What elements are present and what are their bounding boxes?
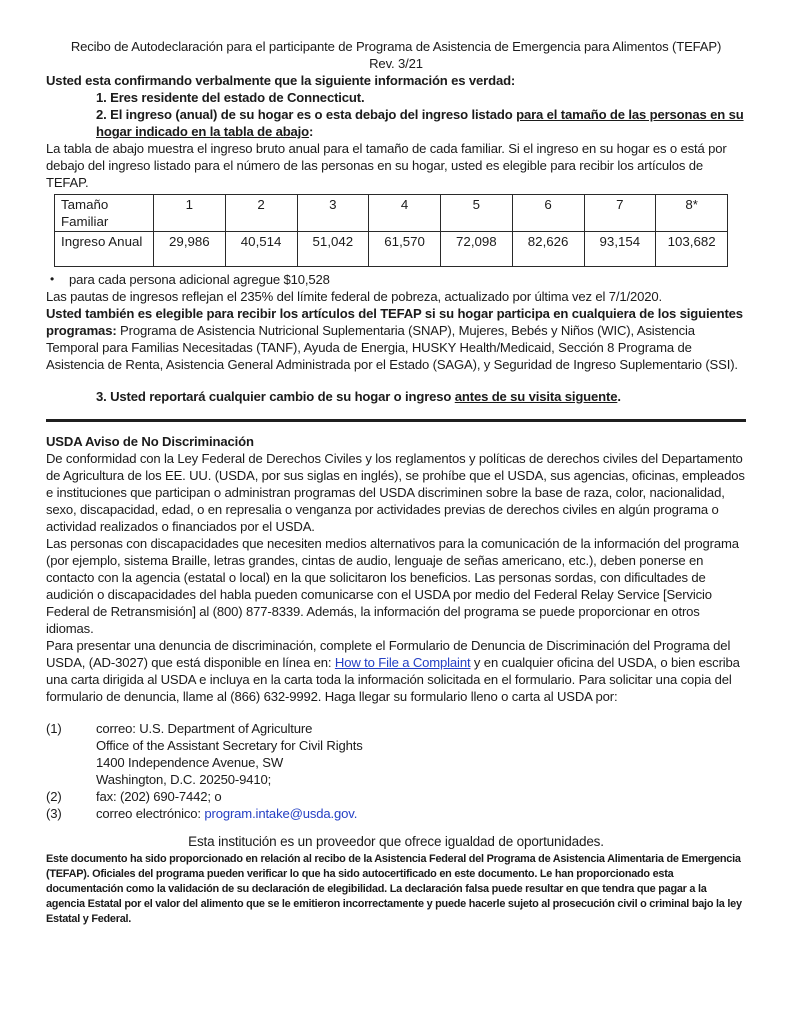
- confirm-item-3-text: 3. Usted reportará cualquier cambio de su hogar o ingreso: [96, 389, 455, 404]
- document-revision: Rev. 3/21: [369, 56, 423, 71]
- annual-income-cell: 72,098: [441, 232, 513, 267]
- usda-email-link[interactable]: program.intake@usda.gov.: [204, 806, 358, 821]
- programs-paragraph: [46, 305, 746, 373]
- contact-method-email: [46, 805, 746, 822]
- annual-income-cell: 93,154: [584, 232, 656, 267]
- annual-income-cell: 29,986: [154, 232, 226, 267]
- how-to-file-complaint-link[interactable]: How to File a Complaint: [334, 655, 471, 670]
- family-size-cell: 2: [225, 195, 297, 232]
- mail-address-line: Office of the Assistant Secretary for Civil Rights: [96, 738, 363, 753]
- income-table-intro: La tabla de abajo muestra el ingreso bruto anual para el tamaño de cada familiar. Si el ingreso en su hogar es o está por debajo del ingreso listado para el número de las personas en su hogar, usted es elegible para recibir los artículos de TEFAP.: [46, 141, 727, 190]
- confirm-item-1: 1. Eres residente del estado de Connecticut.: [96, 90, 365, 105]
- confirm-item-3-period: .: [617, 389, 621, 404]
- complaint-text-before-link: Para presentar una denuncia de discriminación, complete el Formulario de Denuncia de Discriminación del Programa del USDA, (AD-3027) que está disponible en línea en:: [46, 638, 731, 670]
- section-divider: [46, 419, 746, 422]
- programs-lead: Usted también es elegible para recibir los artículos del TEFAP si su hogar participa en cualquiera de los siguientes programas:: [46, 306, 743, 338]
- confirmation-intro: Usted esta confirmando verbalmente que la siguiente información es verdad:: [46, 73, 516, 88]
- mail-address-line: 1400 Independence Avenue, SW: [96, 755, 284, 770]
- poverty-guidelines-note: Las pautas de ingresos reflejan el 235% del límite federal de pobreza, actualizado por última vez el 7/1/2020.: [46, 289, 663, 304]
- annual-income-cell: 40,514: [225, 232, 297, 267]
- contact-method-fax: [46, 788, 746, 805]
- family-size-cell: 8*: [656, 195, 728, 232]
- usda-paragraph-3: [46, 637, 746, 705]
- family-size-cell: 5: [441, 195, 513, 232]
- confirm-item-2-colon: :: [309, 124, 314, 139]
- confirm-item-2: [96, 106, 746, 140]
- confirm-item-3-underlined: antes de su visita siguente: [454, 389, 618, 404]
- additional-person-text: para cada persona adicional agregue $10,528: [69, 272, 330, 287]
- confirm-item-2-text: 2. El ingreso (anual) de su hogar es o esta debajo del ingreso listado: [96, 107, 517, 122]
- family-size-cell: 3: [297, 195, 369, 232]
- document-title: Recibo de Autodeclaración para el participante de Programa de Asistencia de Emergencia para Alimentos (TEFAP): [70, 39, 722, 54]
- family-size-cell: 1: [154, 195, 226, 232]
- mail-address-line: Washington, D.C. 20250-9410;: [96, 772, 272, 787]
- confirm-item-2-underlined: para el tamaño de las personas en su hogar indicado en la tabla de abajo: [96, 107, 744, 139]
- usda-paragraph-1: De conformidad con la Ley Federal de Derechos Civiles y los reglamentos y políticas de derechos civiles del Departamento de Agricultura de los EE. UU. (USDA, por sus siglas en inglés), se prohíbe que el USDA, sus agencias, oficinas, empleados e instituciones que participan o administran programas del USDA discriminen sobre la base de raza, color, nacionalidad, sexo, discapacidad, edad, o en represalia o venganza por actividades previas de derechos civiles en algún programa o actividad realizados o financiados por el USDA.: [46, 451, 745, 534]
- annual-income-cell: 103,682: [656, 232, 728, 267]
- annual-income-cell: 82,626: [512, 232, 584, 267]
- income-table: [54, 194, 728, 267]
- email-label: correo electrónico:: [96, 806, 205, 821]
- family-size-cell: 7: [584, 195, 656, 232]
- mail-address-block: [96, 720, 746, 788]
- footer-disclaimer: Este documento ha sido proporcionado en relación al recibo de la Asistencia Federal del Programa de Asistencia Alimentaria de Emergencia (TEFAP). Oficiales del programa pueden verificar lo que ha sido autocertificado en este documento. Le han proporcionado esta documentación como la validación de su declaración de elegibilidad. La declaración falsa puede resultar en que tendra que pagar a la agencia Estatal por el valor del alimento que se le emitieron incorrectamente y puede hacerle sujeto al prosecución civil o criminal bajo la ley Estatal y Federal.: [46, 853, 742, 926]
- bullet-icon: •: [50, 272, 55, 286]
- row-header-annual-income: Ingreso Anual: [55, 232, 154, 267]
- contact-methods-list: [46, 720, 746, 822]
- mail-address-line: correo: U.S. Department of Agriculture: [96, 721, 313, 736]
- fax-text: fax: (202) 690-7442; o: [96, 789, 222, 804]
- usda-paragraph-2: Las personas con discapacidades que necesiten medios alternativos para la comunicación de la información del programa (por ejemplo, sistema Braille, letras grandes, cintas de audio, lenguaje de señas americano, etc.), deben ponerse en contacto con la agencia (estatal o local) en la que solicitaron los beneficios. Las personas sordas, con dificultades de audición o discapacidades del habla pueden comunicarse con el USDA por medio del Federal Relay Service [Servicio Federal de Retransmisión] al (800) 877-8339. Además, la información del programa se puede proporcionar en otros idiomas.: [46, 536, 739, 636]
- annual-income-cell: 51,042: [297, 232, 369, 267]
- family-size-row: [55, 195, 728, 232]
- programs-list: Programa de Asistencia Nutricional Suplementaria (SNAP), Mujeres, Bebés y Niños (WIC), Asistencia Temporal para Familias Necesitadas (TANF), Ayuda de Energia, HUSKY Health/Medicaid, Sección 8 Programa de Asistencia de Renta, Asistencia General Administrada por el Estado (SAGA), y Seguridad de Ingreso Suplementario (SSI).: [46, 323, 738, 372]
- contact-method-number: (3): [46, 806, 62, 821]
- contact-method-number: (1): [46, 721, 62, 736]
- additional-person-note: [46, 271, 746, 288]
- family-size-cell: 6: [512, 195, 584, 232]
- usda-nondiscrimination-heading: USDA Aviso de No Discriminación: [46, 434, 254, 449]
- confirm-item-3: [96, 388, 746, 405]
- annual-income-row: [55, 232, 728, 267]
- complaint-text-after-link: y en cualquier oficina del USDA, o bien escriba una carta dirigida al USDA e incluya en la carta toda la información solicitada en el formulario. Para solicitar una copia del formulario de denuncia, llame al (866) 632-9992. Haga llegar su formulario lleno o carta al USDA por:: [46, 655, 740, 704]
- annual-income-cell: 61,570: [369, 232, 441, 267]
- family-size-cell: 4: [369, 195, 441, 232]
- contact-method-mail: [46, 720, 746, 788]
- row-header-family-size: Tamaño Familiar: [55, 195, 154, 232]
- contact-method-number: (2): [46, 789, 62, 804]
- equal-opportunity-statement: Esta institución es un proveedor que ofrece igualdad de oportunidades.: [188, 834, 604, 849]
